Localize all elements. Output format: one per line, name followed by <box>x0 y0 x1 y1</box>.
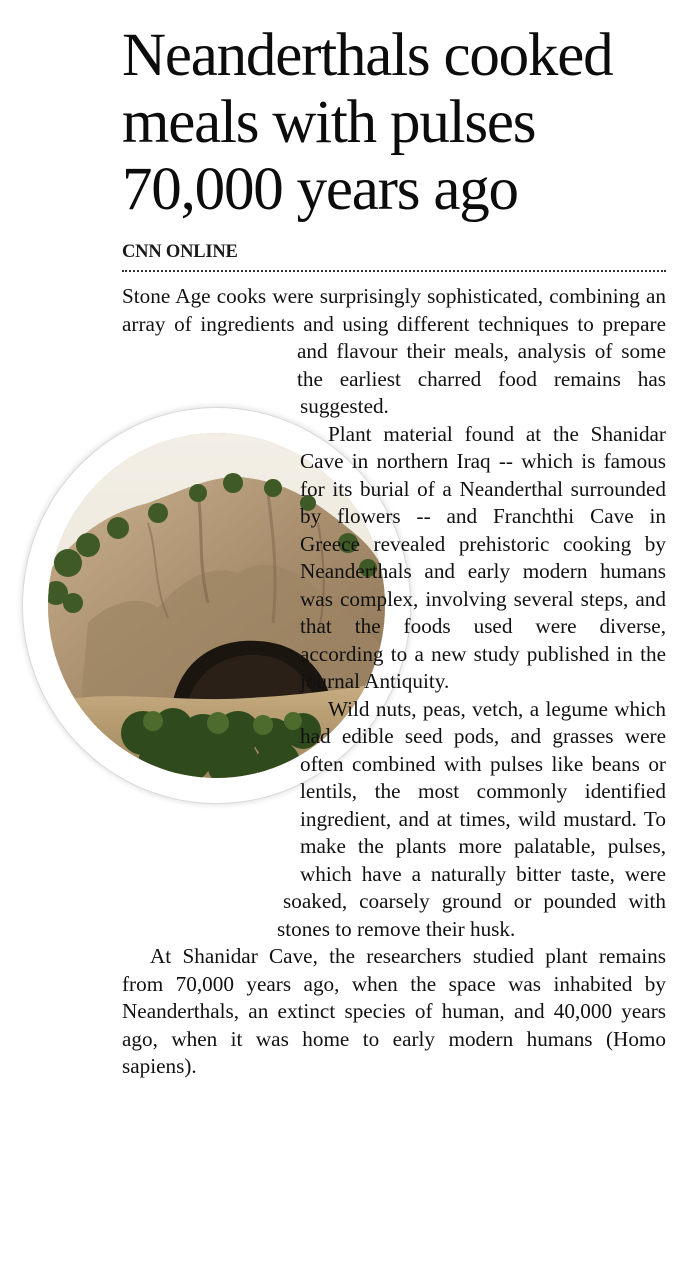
byline: CNN ONLINE <box>122 242 238 262</box>
headline <box>122 22 666 223</box>
article <box>122 22 666 1081</box>
dotted-divider <box>122 270 666 272</box>
paragraph: Plant material found at the Shanidar Cave in northern Iraq -- which is famous for its burial of a Neanderthal surrounded by flowers -- and Franchthi Cave in Greece revealed prehistoric cooking by Neanderthals and early modern humans was complex, involving several steps, and that the foods used were diverse, according to a new study published in the journal Antiquity. <box>300 421 666 693</box>
headline-line: meals with pulses <box>122 89 536 156</box>
paragraph: At Shanidar Cave, the researchers studied plant remains from 70,000 years ago, when the space was inhabited by Neanderthals, an extinct species of human, and 40,000 years ago, when it was home to early modern humans (Homo sapiens). <box>122 944 666 1078</box>
headline-line: 70,000 years ago <box>122 156 518 223</box>
headline-line: Neanderthals cooked <box>122 22 613 89</box>
paragraph: Stone Age cooks were surprisingly sophisticated, combining an array of ingredients and using different techniques to prepare and flavour their meals, analysis of some the earliest charred food remains has suggested. <box>122 284 666 418</box>
paragraph: Wild nuts, peas, vetch, a legume which had edible seed pods, and grasses were often combined with pulses like beans or lentils, the most commonly identified ingredient, and at times, wild mustard. To make the plants more palatable, pulses, which have a naturally bitter taste, were soaked, coarsely ground or pounded with stones to remove their husk. <box>277 696 666 941</box>
photo-wrap-shape <box>0 365 300 920</box>
article-body <box>122 283 666 1081</box>
